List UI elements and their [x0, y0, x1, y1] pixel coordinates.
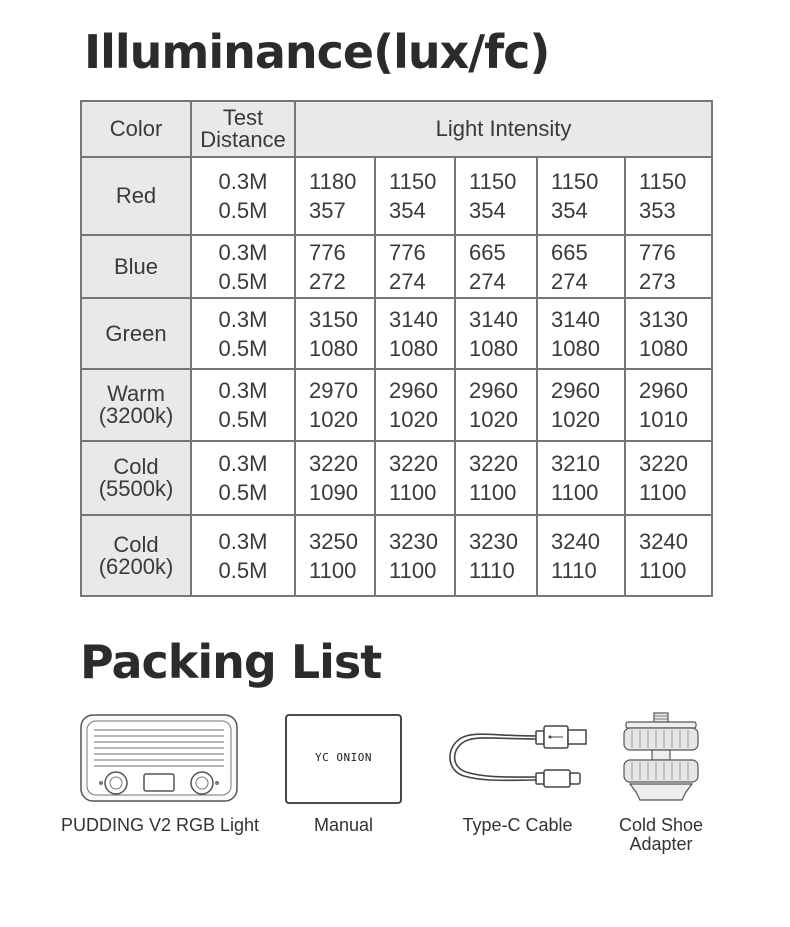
intensity-value: 2960 — [389, 378, 438, 403]
manual-brand-text: YC ONION — [315, 751, 372, 764]
color-label-line: Cold — [113, 531, 159, 557]
intensity-value: 2970 — [309, 378, 358, 403]
intensity-value: 274 — [551, 268, 588, 294]
distance-value: 0.5M — [218, 407, 268, 432]
intensity-value: 1150 — [639, 169, 687, 194]
color-label-line: Red — [115, 183, 157, 208]
intensity-value: 3140 — [551, 306, 600, 332]
distance-value: 0.5M — [218, 480, 268, 505]
intensity-value: 3220 — [469, 451, 518, 476]
table-header-row — [81, 101, 712, 157]
row-color-label — [81, 235, 191, 298]
intensity-value: 1150 — [389, 169, 437, 194]
intensity-value: 1100 — [551, 480, 599, 505]
table-row — [81, 369, 712, 441]
intensity-value: 776 — [639, 239, 676, 265]
intensity-cell — [625, 235, 712, 298]
intensity-value: 1100 — [389, 480, 437, 505]
intensity-value: 357 — [309, 198, 346, 223]
intensity-cell — [375, 298, 455, 369]
table-row — [81, 441, 712, 515]
intensity-value: 1090 — [309, 480, 358, 505]
intensity-cell — [455, 235, 537, 298]
intensity-value: 3230 — [469, 528, 518, 554]
color-label-line: (6200k) — [98, 553, 174, 579]
intensity-cell — [375, 441, 455, 515]
intensity-cell — [375, 157, 455, 235]
intensity-value: 3240 — [639, 528, 688, 554]
intensity-cell — [295, 298, 375, 369]
pack-item-label-cable: Type-C Cable — [462, 815, 573, 835]
intensity-value: 1080 — [389, 335, 438, 361]
header-color: Color — [81, 101, 191, 157]
intensity-value: 3130 — [639, 306, 688, 332]
intensity-cell — [375, 235, 455, 298]
intensity-value: 2960 — [551, 378, 600, 403]
distance-value: 0.5M — [218, 268, 268, 294]
intensity-value: 272 — [309, 268, 346, 294]
intensity-value: 3220 — [389, 451, 438, 476]
intensity-cell — [537, 441, 625, 515]
color-label-line: Cold — [113, 454, 159, 479]
packing-list-title: Packing List — [80, 635, 382, 689]
intensity-value: 1100 — [389, 557, 437, 583]
intensity-value: 1100 — [309, 557, 357, 583]
table-row — [81, 235, 712, 298]
distance-value: 0.3M — [218, 378, 268, 403]
intensity-cell — [455, 298, 537, 369]
color-label-line: Green — [105, 320, 167, 346]
table-row — [81, 157, 712, 235]
intensity-value: 2960 — [639, 378, 688, 403]
table-row — [81, 515, 712, 596]
intensity-cell — [625, 515, 712, 596]
intensity-value: 1100 — [639, 557, 687, 583]
distance-value: 0.3M — [218, 169, 268, 194]
pudding-light-image — [80, 714, 238, 802]
intensity-value: 274 — [469, 268, 506, 294]
intensity-value: 1020 — [551, 407, 600, 432]
header-test-distance-line2: Distance — [200, 127, 286, 152]
intensity-value: 3220 — [639, 451, 688, 476]
intensity-cell — [295, 157, 375, 235]
intensity-value: 1020 — [469, 407, 518, 432]
intensity-value: 1110 — [469, 557, 515, 583]
intensity-value: 354 — [551, 198, 588, 223]
intensity-value: 3250 — [309, 528, 358, 554]
page-title: Illuminance(lux/fc) — [84, 25, 550, 79]
intensity-value: 354 — [469, 198, 506, 223]
light-device-icon — [80, 714, 238, 802]
intensity-value: 3140 — [389, 306, 438, 332]
intensity-value: 3240 — [551, 528, 600, 554]
intensity-value: 1100 — [469, 480, 517, 505]
color-label-line: Warm — [107, 381, 165, 406]
row-color-label — [81, 441, 191, 515]
intensity-value: 273 — [639, 268, 676, 294]
intensity-value: 665 — [469, 239, 506, 265]
intensity-cell — [295, 369, 375, 441]
distance-value: 0.5M — [218, 557, 268, 583]
intensity-cell — [625, 298, 712, 369]
intensity-value: 1010 — [639, 407, 688, 432]
intensity-value: 1180 — [309, 169, 357, 194]
cold-shoe-adapter-image — [622, 712, 700, 804]
intensity-value: 1150 — [469, 169, 517, 194]
row-test-distance — [191, 235, 295, 298]
intensity-value: 3230 — [389, 528, 438, 554]
distance-value: 0.5M — [218, 335, 268, 361]
intensity-cell — [625, 441, 712, 515]
intensity-value: 1080 — [309, 335, 358, 361]
intensity-cell — [455, 369, 537, 441]
row-test-distance — [191, 441, 295, 515]
intensity-value: 3150 — [309, 306, 358, 332]
intensity-value: 1080 — [639, 335, 688, 361]
intensity-cell — [455, 157, 537, 235]
color-label-line: (5500k) — [98, 476, 174, 501]
pack-item-label-manual: Manual — [313, 815, 374, 835]
intensity-value: 3210 — [551, 451, 600, 476]
table-body — [81, 157, 712, 596]
intensity-cell — [537, 515, 625, 596]
intensity-value: 274 — [389, 268, 426, 294]
intensity-value: 353 — [639, 198, 676, 223]
distance-value: 0.3M — [218, 528, 268, 554]
adapter-label-line2: Adapter — [629, 834, 693, 854]
intensity-cell — [295, 515, 375, 596]
type-c-cable-image — [440, 722, 590, 794]
pack-item-label-light: PUDDING V2 RGB Light — [60, 815, 260, 835]
header-test-distance-line1: Test — [222, 105, 264, 130]
intensity-value: 1080 — [469, 335, 518, 361]
intensity-cell — [537, 157, 625, 235]
table-row — [81, 298, 712, 369]
intensity-cell — [455, 441, 537, 515]
intensity-cell — [295, 441, 375, 515]
intensity-cell — [295, 235, 375, 298]
intensity-cell — [375, 515, 455, 596]
intensity-value: 1100 — [639, 480, 687, 505]
intensity-value: 776 — [389, 239, 426, 265]
intensity-value: 1150 — [551, 169, 599, 194]
distance-value: 0.3M — [218, 239, 268, 265]
intensity-cell — [537, 369, 625, 441]
pack-item-label-adapter — [605, 816, 717, 854]
cable-icon — [440, 722, 590, 794]
intensity-cell — [537, 298, 625, 369]
intensity-value: 665 — [551, 239, 588, 265]
row-color-label — [81, 369, 191, 441]
intensity-value: 1080 — [551, 335, 600, 361]
row-color-label — [81, 298, 191, 369]
row-color-label — [81, 515, 191, 596]
row-test-distance — [191, 298, 295, 369]
intensity-value: 2960 — [469, 378, 518, 403]
distance-value: 0.3M — [218, 306, 268, 332]
intensity-value: 3140 — [469, 306, 518, 332]
intensity-cell — [625, 369, 712, 441]
intensity-value: 1020 — [389, 407, 438, 432]
illuminance-table — [80, 100, 713, 597]
distance-value: 0.5M — [218, 198, 268, 223]
color-label-line: (3200k) — [98, 403, 174, 428]
intensity-cell — [375, 369, 455, 441]
adapter-label-line1: Cold Shoe — [618, 815, 704, 835]
intensity-value: 1110 — [551, 557, 597, 583]
intensity-cell — [625, 157, 712, 235]
header-test-distance — [191, 101, 295, 157]
row-test-distance — [191, 515, 295, 596]
intensity-value: 1020 — [309, 407, 358, 432]
intensity-cell — [455, 515, 537, 596]
intensity-cell — [537, 235, 625, 298]
row-test-distance — [191, 157, 295, 235]
color-label-line: Blue — [113, 253, 159, 279]
header-light-intensity: Light Intensity — [295, 101, 712, 157]
row-test-distance — [191, 369, 295, 441]
intensity-value: 354 — [389, 198, 426, 223]
manual-image — [285, 714, 402, 804]
cold-shoe-adapter-icon — [622, 712, 700, 804]
row-color-label — [81, 157, 191, 235]
intensity-value: 776 — [309, 239, 346, 265]
distance-value: 0.3M — [218, 451, 268, 476]
intensity-value: 3220 — [309, 451, 358, 476]
